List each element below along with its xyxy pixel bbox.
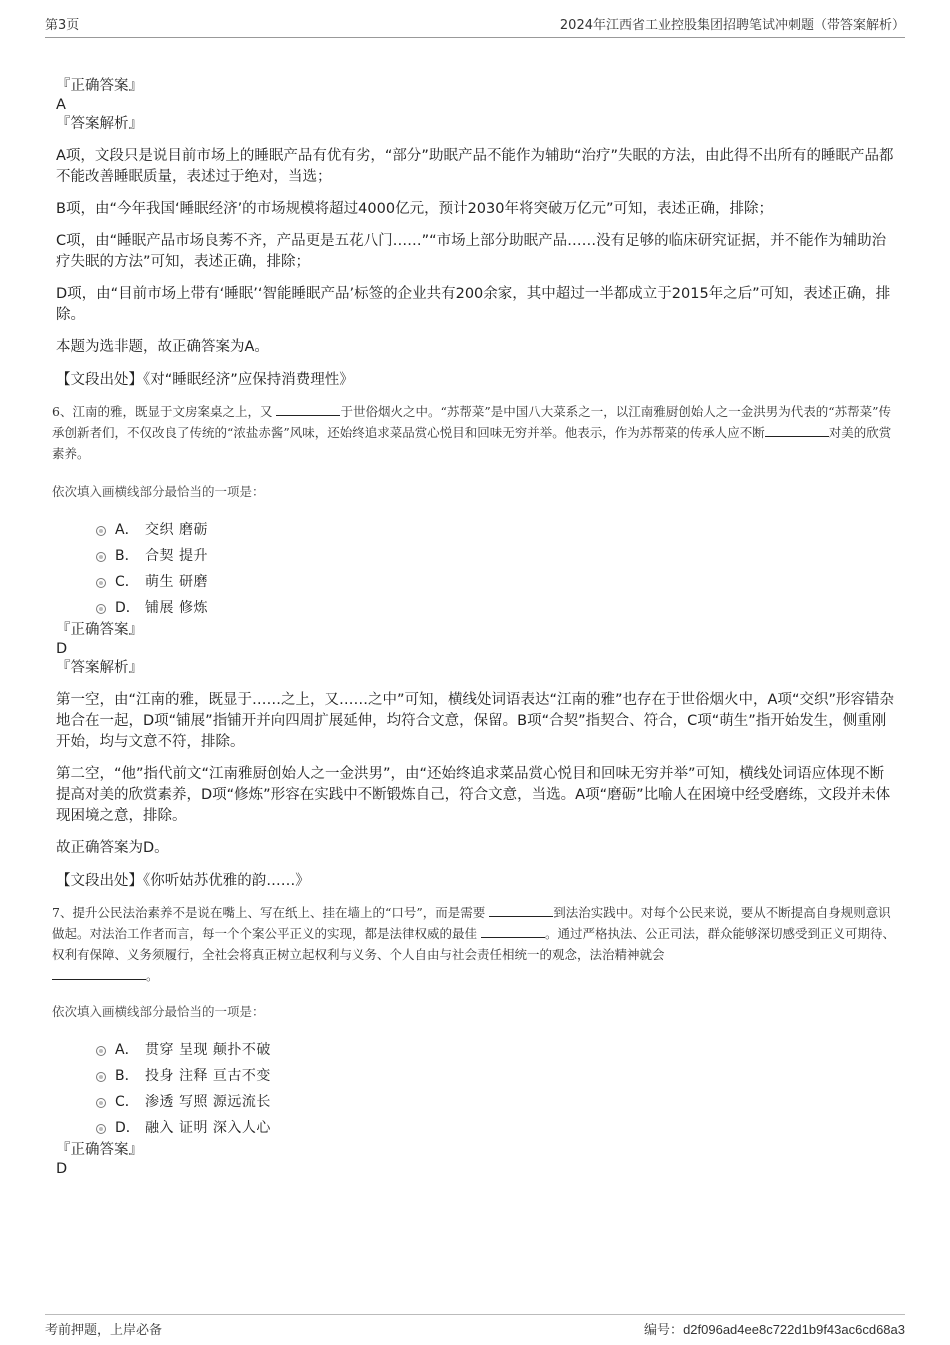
analysis-paragraph: A项，文段只是说目前市场上的睡眠产品有优有劣，“部分”助眠产品不能作为辅助“治疗”失眠的方法，由此得不出所有的睡眠产品都不能改善睡眠质量，表述过于绝对，当选； bbox=[56, 148, 894, 185]
analysis-paragraph: B项，由“今年我国‘睡眠经济’的市场规模将超过4000亿元，预计2030年将突破万亿元”可知，表述正确，排除； bbox=[56, 201, 773, 217]
stem-text: 。 bbox=[146, 968, 159, 983]
option-text: 融入 证明 深入人心 bbox=[145, 1120, 271, 1136]
option-letter: B． bbox=[115, 1068, 139, 1084]
analysis-paragraph: 第一空，由“江南的雅，既显于……之上，又……之中”可知，横线处词语表达“江南的雅”也存在于世俗烟火中，A项“交织”形容错杂地合在一起，D项“铺展”指铺开并向四周扩展延伸，均符合文意，保留。B项“合契”指契合、符合，C项“萌生”指开始发生，侧重刚开始，均与文意不符，排除。 bbox=[56, 692, 894, 750]
stem-text: 对美的欣赏素养。 bbox=[52, 425, 892, 461]
radio-icon[interactable] bbox=[96, 526, 106, 536]
analysis-conclusion: 故正确答案为D。 bbox=[56, 840, 169, 856]
stem-text: 于世俗烟火之中。“苏帮菜”是中国八大菜系之一，以江南雅厨创始人之一金洪男为代表的“苏帮菜”传承创新者们，不仅改良了传统的“浓盐赤酱”风味，还始终追求菜品赏心悦目和回味无穷并举。他表示，作为苏帮菜的传承人应不断 bbox=[52, 404, 892, 440]
option-d[interactable] bbox=[96, 594, 896, 620]
correct-answer-label: 『正确答案』 bbox=[56, 78, 143, 94]
fill-blank bbox=[481, 923, 545, 938]
option-text: 萌生 研磨 bbox=[145, 574, 208, 590]
radio-icon[interactable] bbox=[96, 578, 106, 588]
source-label: 【文段出处】 bbox=[56, 873, 143, 889]
option-letter: D． bbox=[115, 600, 140, 616]
option-text: 贯穿 呈现 颠扑不破 bbox=[145, 1042, 271, 1058]
option-text: 投身 注释 亘古不变 bbox=[145, 1068, 271, 1084]
option-a[interactable] bbox=[96, 516, 896, 542]
question-stem bbox=[52, 401, 896, 464]
source-title: 《你听姑苏优雅的韵……》 bbox=[143, 873, 310, 889]
option-b[interactable] bbox=[96, 1062, 896, 1088]
option-letter: C． bbox=[115, 1094, 139, 1110]
analysis-conclusion: 本题为选非题，故正确答案为A。 bbox=[56, 339, 269, 355]
code-value: d2f096ad4ee8c722d1b9f43ac6cd68a3 bbox=[683, 1322, 905, 1337]
option-c[interactable] bbox=[96, 1088, 896, 1114]
source-line bbox=[56, 369, 896, 391]
radio-icon[interactable] bbox=[96, 552, 106, 562]
correct-answer-label: 『正确答案』 bbox=[56, 622, 143, 638]
answer-value: D bbox=[56, 641, 68, 657]
option-letter: A． bbox=[115, 1042, 139, 1058]
analysis-paragraph: D项，由“目前市场上带有‘睡眠’‘智能睡眠产品’标签的企业共有200余家，其中超过一半都成立于2015年之后”可知，表述正确，排除。 bbox=[56, 286, 891, 323]
options-prompt: 依次填入画横线部分最恰当的一项是： bbox=[52, 1004, 265, 1019]
page-number: 第3页 bbox=[45, 18, 80, 33]
fill-blank bbox=[765, 422, 829, 437]
option-text: 交织 磨砺 bbox=[145, 522, 208, 538]
stem-text: 。通过严格执法、公正司法，群众能够深切感受到正义可期待、权利有保障、义务须履行，全社会将真正树立起权利与义务、个人自由与社会责任相统一的观念，法治精神就会 bbox=[52, 926, 896, 962]
radio-icon[interactable] bbox=[96, 1072, 106, 1082]
answer-value: A bbox=[56, 97, 66, 113]
correct-answer-label: 『正确答案』 bbox=[56, 1142, 143, 1158]
options-prompt: 依次填入画横线部分最恰当的一项是： bbox=[52, 484, 265, 499]
content bbox=[52, 76, 896, 1178]
fill-blank bbox=[276, 401, 340, 416]
option-a[interactable] bbox=[96, 1036, 896, 1062]
option-d[interactable] bbox=[96, 1114, 896, 1140]
source-label: 【文段出处】 bbox=[56, 372, 143, 388]
code-label: 编号： bbox=[644, 1323, 684, 1338]
option-letter: A． bbox=[115, 522, 139, 538]
answer-value: D bbox=[56, 1161, 68, 1177]
radio-icon[interactable] bbox=[96, 1124, 106, 1134]
page-footer bbox=[45, 1314, 905, 1338]
option-letter: B． bbox=[115, 548, 139, 564]
analysis-label: 『答案解析』 bbox=[56, 660, 143, 676]
analysis-paragraph: C项，由“睡眠产品市场良莠不齐，产品更是五花八门……”“市场上部分助眠产品……没有足够的临床研究证据，并不能作为辅助治疗失眠的方法”可知，表述正确，排除； bbox=[56, 233, 887, 270]
option-letter: D． bbox=[115, 1120, 140, 1136]
option-letter: C． bbox=[115, 574, 139, 590]
option-text: 合契 提升 bbox=[145, 548, 208, 564]
radio-icon[interactable] bbox=[96, 1046, 106, 1056]
option-text: 铺展 修炼 bbox=[145, 600, 208, 616]
source-title: 《对“睡眠经济”应保持消费理性》 bbox=[143, 372, 354, 388]
source-line bbox=[56, 870, 896, 892]
footer-slogan: 考前押题，上岸必备 bbox=[45, 1323, 163, 1338]
question-stem bbox=[52, 902, 896, 986]
document-title: 2024年江西省工业控股集团招聘笔试冲刺题（带答案解析） bbox=[559, 18, 905, 33]
stem-text: 到法治实践中。对每个公民来说，要从不断提高自身规则意识做起。对法治工作者而言，每一个个案公平正义的实现，都是法律权威的最佳 bbox=[52, 905, 891, 941]
option-text: 渗透 写照 源远流长 bbox=[145, 1094, 271, 1110]
page-header bbox=[45, 14, 905, 38]
stem-text: 7、提升公民法治素养不是说在嘴上、写在纸上、挂在墙上的“口号”，而是需要 bbox=[52, 905, 486, 920]
document-code bbox=[644, 1319, 905, 1338]
analysis-paragraph: 第二空，“他”指代前文“江南雅厨创始人之一金洪男”，由“还始终追求菜品赏心悦目和回味无穷并举”可知，横线处词语应体现不断提高对美的欣赏素养，D项“修炼”形容在实践中不断锻炼自己，符合文意，当选。A项“磨砺”比喻人在困境中经受磨练，文段并未体现困境之意，排除。 bbox=[56, 766, 891, 824]
option-c[interactable] bbox=[96, 568, 896, 594]
radio-icon[interactable] bbox=[96, 1098, 106, 1108]
option-b[interactable] bbox=[96, 542, 896, 568]
stem-text: 6、江南的雅，既显于文房案桌之上，又 bbox=[52, 404, 273, 419]
fill-blank bbox=[489, 902, 553, 917]
option-list bbox=[56, 1036, 896, 1140]
analysis-label: 『答案解析』 bbox=[56, 116, 143, 132]
option-list bbox=[56, 516, 896, 620]
fill-blank bbox=[52, 965, 146, 980]
radio-icon[interactable] bbox=[96, 604, 106, 614]
